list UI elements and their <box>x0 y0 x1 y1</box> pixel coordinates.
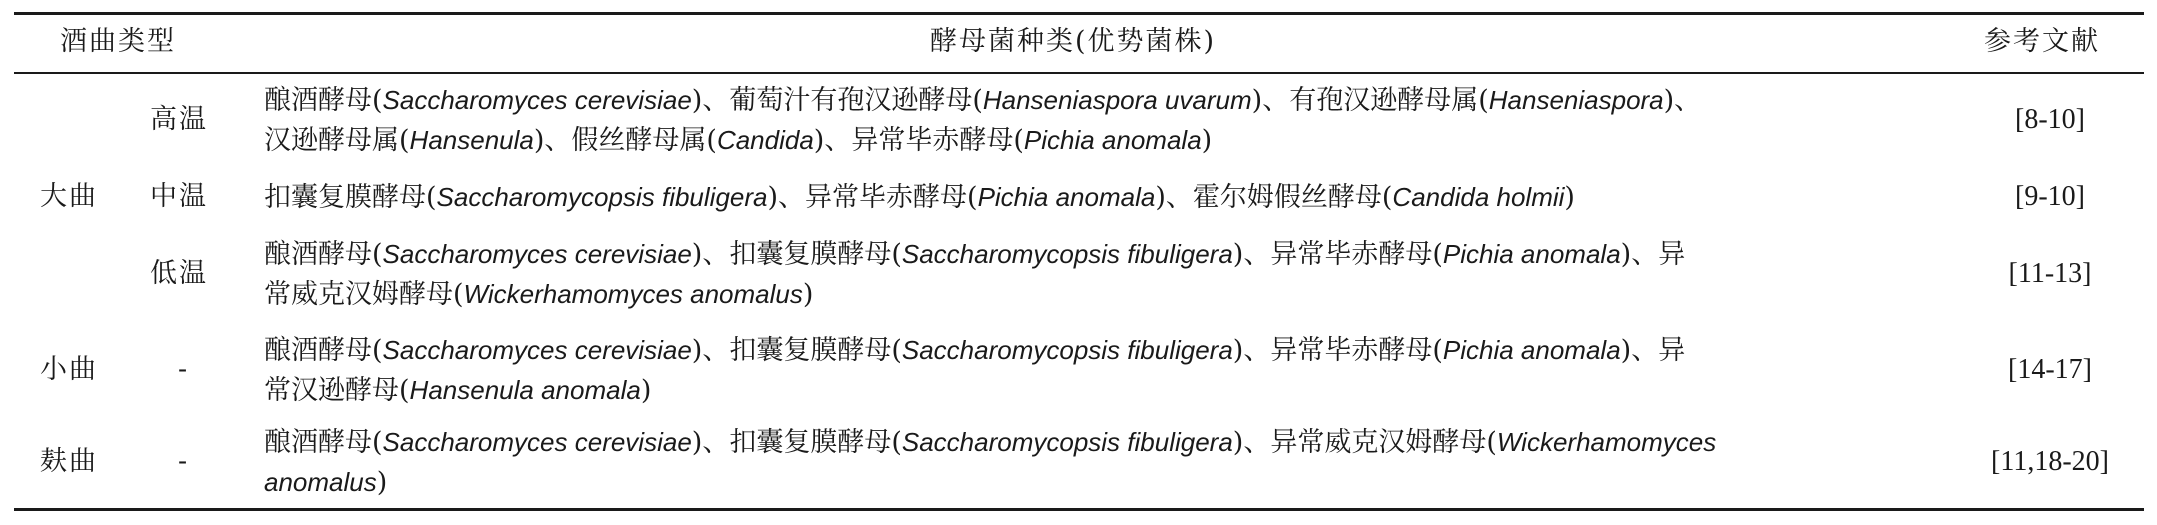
species-latin-name: Wickerhamomyces <box>1496 427 1717 457</box>
species-text: 酿酒酵母( <box>264 427 383 458</box>
species-text: 常汉逊酵母( <box>264 375 410 406</box>
row-species-line <box>264 328 1685 373</box>
species-latin-name: Hansenula <box>409 125 534 155</box>
species-latin-name: Hanseniaspora uvarum <box>982 85 1252 115</box>
header-refs: 参考文献 <box>1984 26 2100 57</box>
row-ref: [11-13] <box>2008 258 2092 289</box>
species-text: )、有孢汉逊酵母属( <box>1251 85 1489 116</box>
species-latin-name: Pichia anomala <box>977 182 1156 212</box>
row-species-line <box>264 368 651 413</box>
species-latin-name: Pichia anomala <box>1442 239 1621 269</box>
row-species-line <box>264 232 1685 277</box>
species-text: 酿酒酵母( <box>264 85 383 116</box>
species-text: ) <box>1564 182 1575 213</box>
species-latin-name: Saccharomycopsis fibuligera <box>901 239 1233 269</box>
species-latin-name: Saccharomyces cerevisiae <box>382 85 692 115</box>
species-text: ) <box>1201 125 1213 156</box>
species-text: ) <box>802 279 814 310</box>
species-text: )、异常毕赤酵母( <box>813 125 1024 156</box>
species-text: ) <box>640 375 652 406</box>
species-latin-name: Candida holmii <box>1392 182 1565 212</box>
species-text: )、异常毕赤酵母( <box>1232 239 1443 270</box>
species-text: 酿酒酵母( <box>264 239 383 270</box>
species-text: )、异常毕赤酵母( <box>767 182 978 213</box>
species-text: 扣囊复膜酵母( <box>264 182 437 213</box>
species-text: )、葡萄汁有孢汉逊酵母( <box>691 85 983 116</box>
row-category: 麸曲 <box>40 446 98 477</box>
row-species-line <box>264 272 813 317</box>
species-latin-name: Saccharomycopsis fibuligera <box>901 335 1233 365</box>
table-bottom-rule <box>14 508 2144 511</box>
species-latin-name: Saccharomycopsis fibuligera <box>901 427 1233 457</box>
species-latin-name: Saccharomycopsis fibuligera <box>436 182 768 212</box>
species-text: ) <box>376 467 388 498</box>
row-species-line <box>264 420 1716 465</box>
species-text: )、扣囊复膜酵母( <box>691 335 902 366</box>
species-latin-name: Wickerhamomyces anomalus <box>463 279 803 309</box>
header-type: 酒曲类型 <box>60 26 176 57</box>
row-species-line <box>264 460 387 505</box>
row-category: 小曲 <box>40 354 98 385</box>
species-text: )、异 <box>1620 335 1686 366</box>
row-subtype: - <box>178 354 188 385</box>
species-latin-name: Saccharomyces cerevisiae <box>382 239 692 269</box>
species-latin-name: Hansenula anomala <box>409 375 641 405</box>
species-latin-name: anomalus <box>264 467 377 497</box>
species-text: )、扣囊复膜酵母( <box>691 427 902 458</box>
row-subtype: - <box>178 446 188 477</box>
species-text: )、异 <box>1620 239 1686 270</box>
row-subtype: 低温 <box>150 258 208 289</box>
species-text: )、扣囊复膜酵母( <box>691 239 902 270</box>
table-top-rule <box>14 12 2144 15</box>
species-text: )、假丝酵母属( <box>533 125 717 156</box>
table-header-rule <box>14 72 2144 74</box>
row-ref: [11,18-20] <box>1991 446 2109 477</box>
species-latin-name: Pichia anomala <box>1442 335 1621 365</box>
species-text: )、霍尔姆假丝酵母( <box>1155 182 1393 213</box>
species-text: 常威克汉姆酵母( <box>264 279 464 310</box>
row-subtype: 中温 <box>150 181 208 212</box>
row-category: 大曲 <box>40 181 98 212</box>
species-latin-name: Saccharomyces cerevisiae <box>382 335 692 365</box>
species-text: )、异常毕赤酵母( <box>1232 335 1443 366</box>
row-species-line <box>264 118 1212 163</box>
row-ref: [8-10] <box>2015 104 2085 135</box>
species-latin-name: Hanseniaspora <box>1488 85 1664 115</box>
header-species: 酵母菌种类(优势菌株) <box>930 26 1217 57</box>
row-species-line <box>264 175 1575 220</box>
row-subtype: 高温 <box>150 104 208 135</box>
species-text: )、异常威克汉姆酵母( <box>1232 427 1497 458</box>
species-text: )、 <box>1663 85 1702 116</box>
row-ref: [14-17] <box>2008 354 2092 385</box>
row-ref: [9-10] <box>2015 181 2085 212</box>
species-text: 汉逊酵母属( <box>264 125 410 156</box>
species-latin-name: Candida <box>716 125 814 155</box>
species-latin-name: Saccharomyces cerevisiae <box>382 427 692 457</box>
row-species-line <box>264 78 1701 123</box>
species-latin-name: Pichia anomala <box>1023 125 1202 155</box>
species-text: 酿酒酵母( <box>264 335 383 366</box>
